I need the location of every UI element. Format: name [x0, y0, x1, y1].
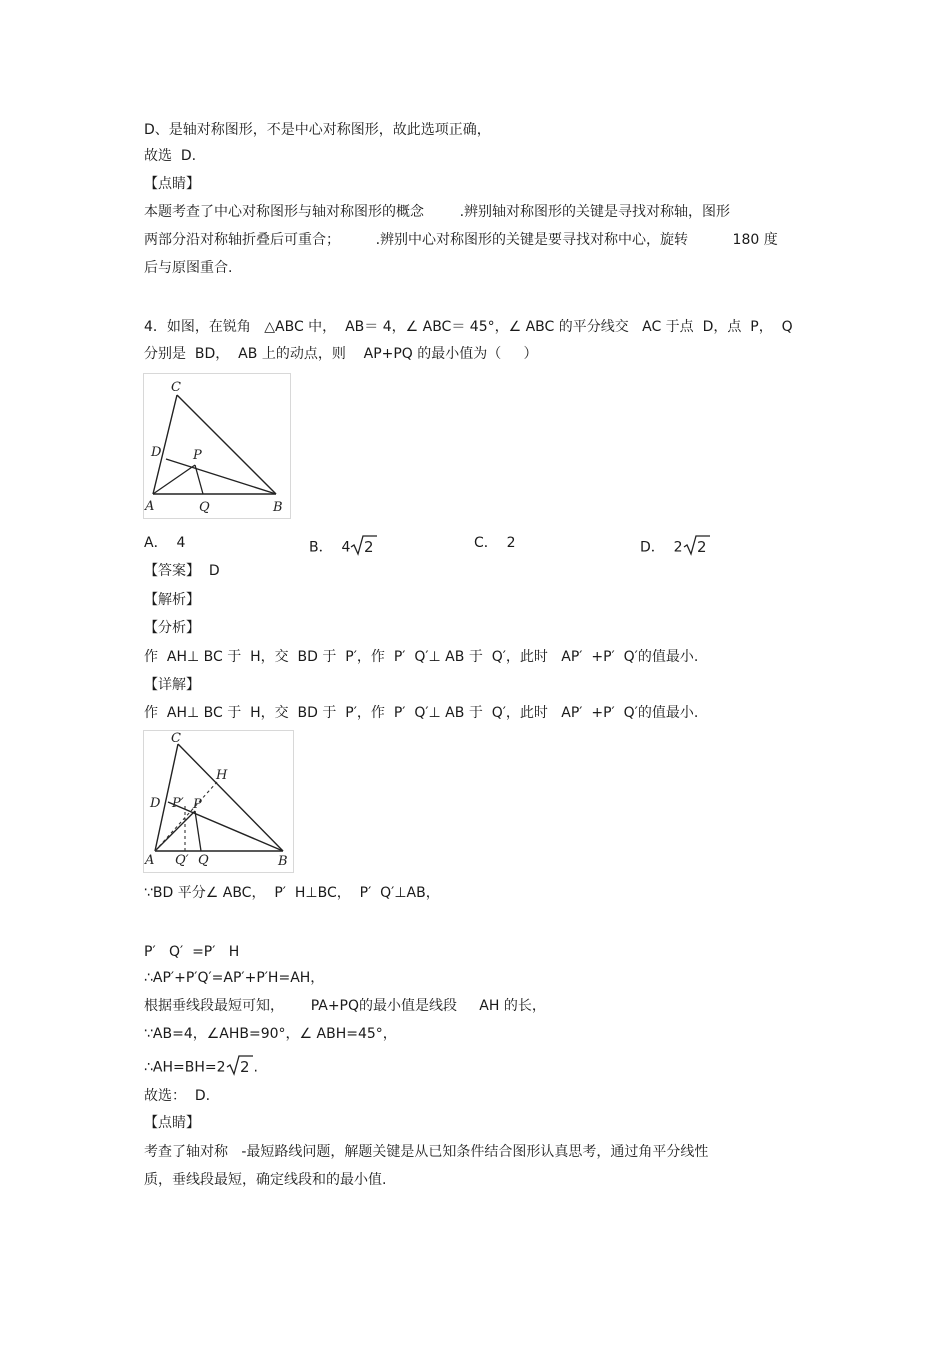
triangle-figure-1: [143, 373, 291, 519]
option-d: D． 2 2: [640, 534, 711, 561]
label-H: H: [216, 768, 228, 783]
label-Q: Q: [198, 853, 209, 868]
text-line: D、是轴对称图形，不是中心对称图形，故此选项正确，: [144, 122, 491, 138]
svg-text:2: 2: [696, 538, 707, 556]
label-Q: Q: [199, 500, 210, 515]
section-tag-dianjing: 【点睛】: [144, 176, 200, 192]
answer-line: 【答案】 D: [144, 563, 220, 579]
option-a: A． 4: [144, 535, 186, 551]
svg-text:2: 2: [364, 538, 374, 556]
question-stem: 分别是 BD， AB 上的动点，则 AP+PQ 的最小值为（ ）: [144, 346, 538, 362]
section-tag-xiangjie: 【详解】: [144, 677, 200, 693]
label-P: P: [193, 448, 202, 463]
text-line: 后与原图重合.: [144, 260, 233, 276]
label-B: B: [273, 500, 283, 515]
comment-text: 考查了轴对称 -最短路线问题，解题关键是从已知条件结合图形认真思考，通过角平分线性: [144, 1144, 709, 1160]
svg-text:2: 2: [239, 1058, 250, 1076]
section-tag-dianjing: 【点睛】: [144, 1115, 200, 1131]
text-line: 本题考查了中心对称图形与轴对称图形的概念 .辨别轴对称图形的关键是寻找对称轴，图形: [144, 204, 731, 220]
label-P: P: [193, 797, 202, 812]
label-C: C: [171, 380, 181, 395]
label-D: D: [150, 796, 161, 811]
option-c: C． 2: [474, 535, 516, 551]
label-D: D: [151, 445, 162, 460]
sqrt-symbol: [683, 534, 711, 561]
label-A: A: [145, 853, 155, 868]
proof-line: ∴AH=BH=2 2 .: [144, 1054, 258, 1081]
section-tag-jiexi: 【解析】: [144, 592, 200, 608]
triangle-figure-2: [143, 730, 294, 873]
proof-line: ∴AP′+P′Q′=AP′+P′H=AH，: [144, 970, 325, 986]
label-P-prime: P′: [172, 796, 184, 811]
proof-line: ∵AB=4，∠AHB=90°，∠ ABH=45°，: [144, 1026, 397, 1042]
text-line: 故选 D.: [144, 148, 197, 164]
sqrt-symbol: [226, 1054, 254, 1081]
proof-line: P′ Q′ =P′ H: [144, 944, 240, 960]
label-B: B: [278, 854, 288, 869]
detail-text: 作 AH⊥ BC 于 H，交 BD 于 P′，作 P′ Q′⊥ AB 于 Q′，此时 AP′ +P′ Q′的值最小.: [144, 705, 699, 721]
proof-line: 故选： D.: [144, 1088, 211, 1104]
question-stem: 4．如图，在锐角 △ABC 中， AB＝ 4，∠ ABC＝ 45°，∠ ABC 的平分线交 AC 于点 D，点 P， Q: [144, 319, 793, 335]
proof-line: 根据垂线段最短可知， PA+PQ的最小值是线段 AH 的长，: [144, 998, 546, 1014]
label-A: A: [145, 499, 155, 514]
label-Q-prime: Q′: [175, 853, 189, 868]
analysis-text: 作 AH⊥ BC 于 H，交 BD 于 P′，作 P′ Q′⊥ AB 于 Q′，此时 AP′ +P′ Q′的值最小.: [144, 649, 699, 665]
comment-text: 质，垂线段最短，确定线段和的最小值.: [144, 1172, 387, 1188]
option-b: B． 4 2: [309, 534, 378, 561]
label-C: C: [171, 731, 181, 746]
text-line: 两部分沿对称轴折叠后可重合； .辨别中心对称图形的关键是要寻找对称中心，旋转 180 度: [144, 232, 778, 248]
proof-line: ∵BD 平分∠ ABC， P′ H⊥BC， P′ Q′⊥AB，: [144, 885, 440, 901]
sqrt-symbol: [350, 534, 378, 561]
section-tag-fenxi: 【分析】: [144, 620, 200, 636]
